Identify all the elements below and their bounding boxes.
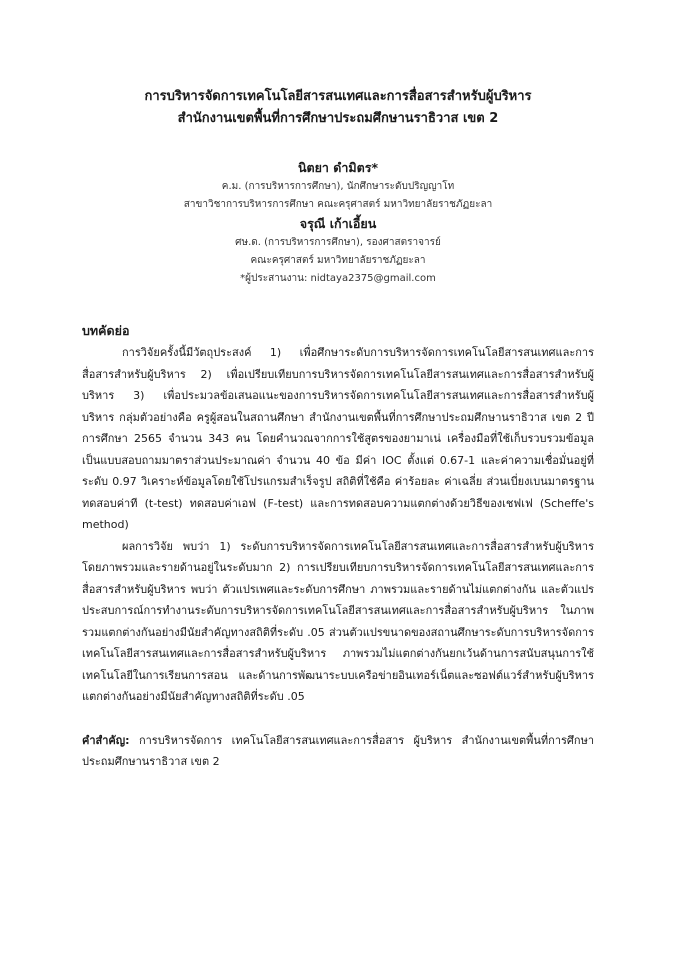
abstract-paragraph-2: ผลการวิจัย พบว่า 1) ระดับการบริหารจัดการเทคโนโลยีสารสนเทศและการสื่อสารสำหรับผู้บริหารโดยภาพรวมและรายด้านอยู่ในระดับมาก 2) การเปรียบเทียบการบริหารจัดการเทคโนโลยีสารสนเทศและการสื่อสารสำหรับผู้บริหาร พบว่า ตัวแปรเพศและระดับการศึกษา ภาพรวมและรายด้านไม่แตกต่างกัน และตัวแปรประสบการณ์การทำงานระดับการบริหารจัดการเทคโนโลยีสารสนเทศและการสื่อสารสำหรับผู้บริหาร ในภาพรวมแตกต่างกันอย่างมีนัยสำคัญทางสถิติที่ระดับ .05 ส่วนตัวแปรขนาดของสถานศึกษาระดับการบริหารจัดการเทคโนโลยีสารสนเทศและการสื่อสารสำหรับผู้บริหาร ภาพรวมไม่แตกต่างกันยกเว้นด้านการสนับสนุนการใช้เทคโนโลยีในการเรียนการสอน และด้านการพัฒนาระบบเครือข่ายอินเทอร์เน็ตและซอฟต์แวร์สำหรับผู้บริหารแตกต่างกันอย่างมีนัยสำคัญทางสถิติที่ระดับ .05 (82, 539, 594, 703)
title-line-2: สำนักงานเขตพื้นที่การศึกษาประถมศึกษานราธิวาส เขต 2 (177, 111, 499, 126)
author-1-name: นิตยา ดำมิตร* (297, 160, 379, 175)
keywords-label: คำสำคัญ: (82, 733, 130, 747)
author-2-affiliation: คณะครุศาสตร์ มหาวิทยาลัยราชภัฏยะลา (250, 255, 426, 266)
abstract-heading: บทคัดย่อ (82, 323, 130, 338)
corresponding-author-email: *ผู้ประสานงาน: nidtaya2375@gmail.com (240, 273, 436, 284)
author-2-degree: ศษ.ด. (การบริหารการศึกษา), รองศาสตราจารย์ (235, 237, 441, 248)
keywords (82, 730, 594, 773)
author-block (82, 158, 594, 288)
author-1-affiliation: สาขาวิชาการบริหารการศึกษา คณะครุศาสตร์ มหาวิทยาลัยราชภัฏยะลา (183, 199, 493, 210)
author-2-name: จรุณี เก้าเอี้ยน (299, 216, 377, 231)
paper-title (82, 86, 594, 130)
abstract-paragraph-1: การวิจัยครั้งนี้มีวัตถุประสงค์ 1) เพื่อศึกษาระดับการบริหารจัดการเทคโนโลยีสารสนเทศและการสื่อสารสำหรับผู้บริหาร 2) เพื่อเปรียบเทียบการบริหารจัดการเทคโนโลยีสารสนเทศและการสื่อสารสำหรับผู้บริหาร 3) เพื่อประมวลข้อเสนอแนะของการบริหารจัดการเทคโนโลยีสารสนเทศและการสื่อสารสำหรับผู้บริหาร กลุ่มตัวอย่างคือ ครูผู้สอนในสถานศึกษา สำนักงานเขตพื้นที่การศึกษาประถมศึกษานราธิวาส เขต 2 ปีการศึกษา 2565 จำนวน 343 คน โดยคำนวณจากการใช้สูตรของยามาเน่ เครื่องมือที่ใช้เก็บรวบรวมข้อมูลเป็นแบบสอบถามมาตราส่วนประมาณค่า จำนวน 40 ข้อ มีค่า IOC ตั้งแต่ 0.67-1 และค่าความเชื่อมั่นอยู่ที่ระดับ 0.97 วิเคราะห์ข้อมูลโดยใช้โปรแกรมสำเร็จรูป สถิติที่ใช้คือ ค่าร้อยละ ค่าเฉลี่ย ส่วนเบี่ยงเบนมาตรฐาน ทดสอบค่าที (t-test) ทดสอบค่าเอฟ (F-test) และการทดสอบความแตกต่างด้วยวิธีของเชฟเฟ (Scheffe's method) (82, 346, 594, 531)
keywords-text: การบริหารจัดการ เทคโนโลยีสารสนเทศและการสื่อสาร ผู้บริหาร สำนักงานเขตพื้นที่การศึกษาประถมศึกษานราธิวาส เขต 2 (82, 733, 594, 768)
author-1-degree: ค.ม. (การบริหารการศึกษา), นักศึกษาระดับปริญญาโท (221, 181, 455, 192)
title-line-1: การบริหารจัดการเทคโนโลยีสารสนเทศและการสื่อสารสำหรับผู้บริหาร (144, 89, 532, 104)
paper-page (82, 86, 594, 773)
